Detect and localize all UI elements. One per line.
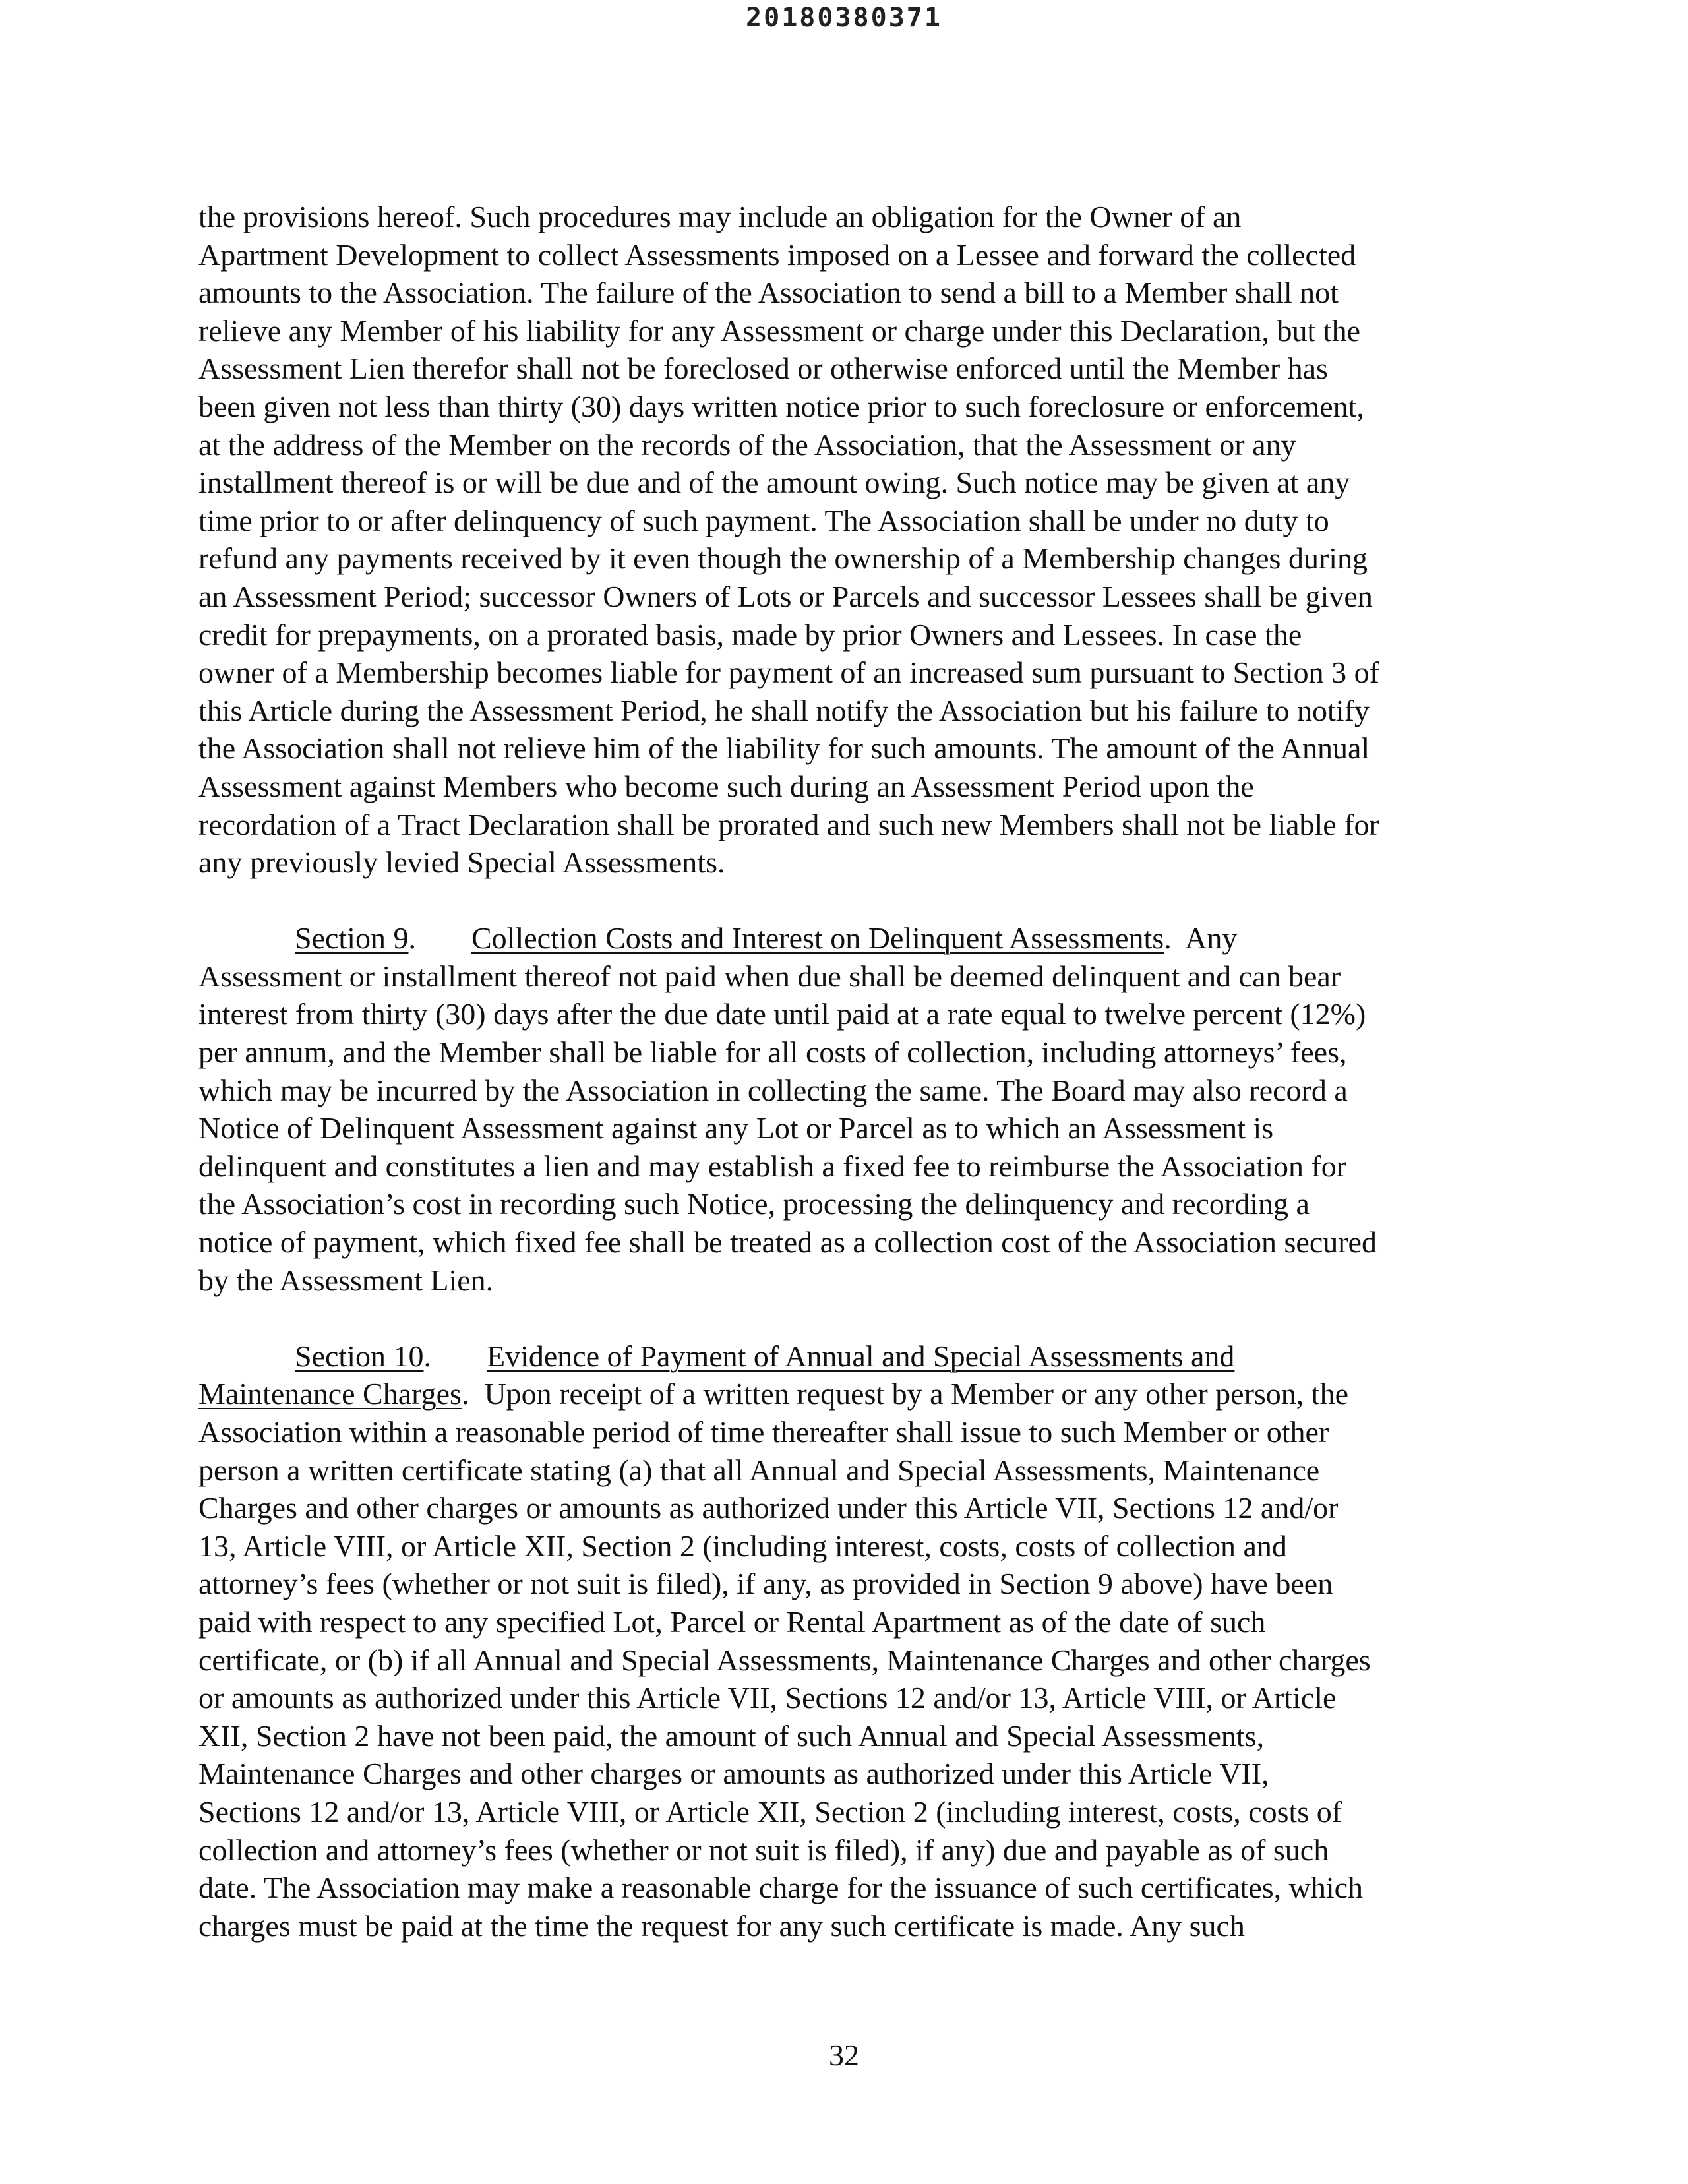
text-line: Assessment against Members who become such during an Assessment Period upon the [198,769,1254,803]
text-line: at the address of the Member on the records of the Association, that the Assessment or any [198,427,1296,462]
text-line: paid with respect to any specified Lot, Parcel or Rental Apartment as of the date of such [198,1604,1266,1639]
text-line: relieve any Member of his liability for any Assessment or charge under this Declaration, but the [198,313,1360,348]
text-line: attorney’s fees (whether or not suit is filed), if any, as provided in Section 9 above) have been [198,1567,1333,1601]
text-line: date. The Association may make a reasonable charge for the issuance of such certificates, which [198,1871,1364,1905]
section-9-paragraph: Section 9. Collection Costs and Interest on Delinquent Assessments. Any Assessment or installment thereof not paid when due shall be deemed delinquent and can bear interest from thirty (30) days after the due date until paid at a rate equal to twelve percent (12%) per annum, and the Member shall be liable for all costs of collection, including attorneys’ fees, which may be incurred by the Association in collecting the same. The Board may also record a Notice of Delinquent Assessment against any Lot or Parcel as to which an Assessment is delinquent and constitutes a lien and may establish a fixed fee to reimburse the Association for the Association’s cost in recording such Notice, processing the delinquency and recording a notice of payment, which fixed fee shall be treated as a collection cost of the Association secured by the Assessment Lien. [198,921,1377,1297]
section-10-title-line-2: Maintenance Charges [198,1377,462,1411]
text-line: amounts to the Association. The failure of the Association to send a bill to a Member shall not [198,276,1339,310]
text-line: XII, Section 2 have not been paid, the amount of such Annual and Special Assessments, [198,1718,1265,1753]
text-line: Association within a reasonable period of time thereafter shall issue to such Member or other [198,1415,1329,1449]
text-line: charges must be paid at the time the request for any such certificate is made. Any such [198,1908,1245,1943]
section-9-title: Collection Costs and Interest on Delinquent Assessments [471,921,1164,956]
text-line: Sections 12 and/or 13, Article VIII, or Article XII, Section 2 (including interest, costs, costs of [198,1794,1342,1829]
text-line: Maintenance Charges and other charges or amounts as authorized under this Article VII, [198,1757,1269,1791]
text-line: an Assessment Period; successor Owners of Lots or Parcels and successor Lessees shall be given [198,579,1373,613]
document-body [198,198,1491,1945]
text-line: collection and attorney’s fees (whether or not suit is filed), if any) due and payable as of such [198,1833,1329,1867]
section-10-number: Section 10 [295,1339,424,1373]
text-line: the Association shall not relieve him of the liability for such amounts. The amount of the Annual [198,731,1370,766]
text-line: this Article during the Assessment Period, he shall notify the Association but his failure to notify [198,693,1370,727]
text-line: installment thereof is or will be due and of the amount owing. Such notice may be given at any [198,466,1350,500]
page-number: 32 [829,2038,859,2072]
text-line: Notice of Delinquent Assessment against any Lot or Parcel as to which an Assessment is [198,1111,1274,1145]
text-line: owner of a Membership becomes liable for payment of an increased sum pursuant to Section 3 of [198,655,1379,690]
document-number: 20180380371 [746,3,942,33]
text-line: certificate, or (b) if all Annual and Special Assessments, Maintenance Charges and other charges [198,1643,1371,1677]
text-line: Upon receipt of a written request by a Member or any other person, the [469,1377,1349,1411]
text-line: Assessment or installment thereof not paid when due shall be deemed delinquent and can bear [198,959,1341,993]
text-line: by the Assessment Lien. [198,1263,494,1297]
text-line: any previously levied Special Assessments. [198,845,725,880]
text-line: Apartment Development to collect Assessments imposed on a Lessee and forward the collected [198,237,1356,272]
text-line: person a written certificate stating (a) that all Annual and Special Assessments, Maintenance [198,1453,1320,1487]
text-line: credit for prepayments, on a prorated basis, made by prior Owners and Lessees. In case the [198,617,1302,652]
section-9-number: Section 9 [295,921,409,956]
text-line: which may be incurred by the Association in collecting the same. The Board may also record a [198,1073,1348,1107]
text-line: time prior to or after delinquency of such payment. The Association shall be under no duty to [198,503,1329,537]
text-line: interest from thirty (30) days after the due date until paid at a rate equal to twelve percent (12%) [198,997,1366,1031]
text-line: been given not less than thirty (30) days written notice prior to such foreclosure or enforcement, [198,389,1364,423]
text-line: 13, Article VIII, or Article XII, Section 2 (including interest, costs, costs of collection and [198,1529,1287,1563]
paragraph-continued [198,198,1491,882]
text-line: refund any payments received by it even though the ownership of a Membership changes during [198,541,1368,576]
section-10-title-line-1: Evidence of Payment of Annual and Special Assessments and [486,1339,1235,1373]
text-line: per annum, and the Member shall be liable for all costs of collection, including attorneys’ fees, [198,1035,1347,1070]
text-line: Assessment Lien therefor shall not be foreclosed or otherwise enforced until the Member has [198,351,1328,386]
text-line: Any [1171,921,1238,956]
text-line: Charges and other charges or amounts as authorized under this Article VII, Sections 12 and/or [198,1491,1339,1525]
text-line: notice of payment, which fixed fee shall be treated as a collection cost of the Association secured [198,1225,1377,1259]
section-10-paragraph: Section 10. Evidence of Payment of Annual and Special Assessments and Maintenance Charges. Upon receipt of a written request by a Member or any other person, the Association within a reasonable period of time thereafter shall issue to such Member or other person a written certificate stating (a) that all Annual and Special Assessments, Maintenance Charges and other charges or amounts as authorized under this Article VII, Sections 12 and/or 13, Article VIII, or Article XII, Section 2 (including interest, costs, costs of collection and attorney’s fees (whether or not suit is filed), if any, as provided in Section 9 above) have been paid with respect to any specified Lot, Parcel or Rental Apartment as of the date of such certificate, or (b) if all Annual and Special Assessments, Maintenance Charges and other charges or amounts as authorized under this Article VII, Sections 12 and/or 13, Article VIII, or Article XII, Section 2 have not been paid, the amount of such Annual and Special Assessments, Maintenance Charges and other charges or amounts as authorized under this Article VII, Sections 12 and/or 13, Article VIII, or Article XII, Section 2 (including interest, costs, costs of collection and attorney’s fees (whether or not suit is filed), if any) due and payable as of such date. The Association may make a reasonable charge for the issuance of such certificates, which charges must be paid at the time the request for any such certificate is made. Any such [198,1339,1371,1943]
text-line: the Association’s cost in recording such Notice, processing the delinquency and recording a [198,1187,1310,1221]
text-line: or amounts as authorized under this Article VII, Sections 12 and/or 13, Article VIII, or Article [198,1681,1337,1715]
text-line: the provisions hereof. Such procedures may include an obligation for the Owner of an [198,200,1242,233]
text-line: delinquent and constitutes a lien and may establish a fixed fee to reimburse the Association for [198,1149,1347,1183]
text-line: recordation of a Tract Declaration shall be prorated and such new Members shall not be liable for [198,807,1379,841]
